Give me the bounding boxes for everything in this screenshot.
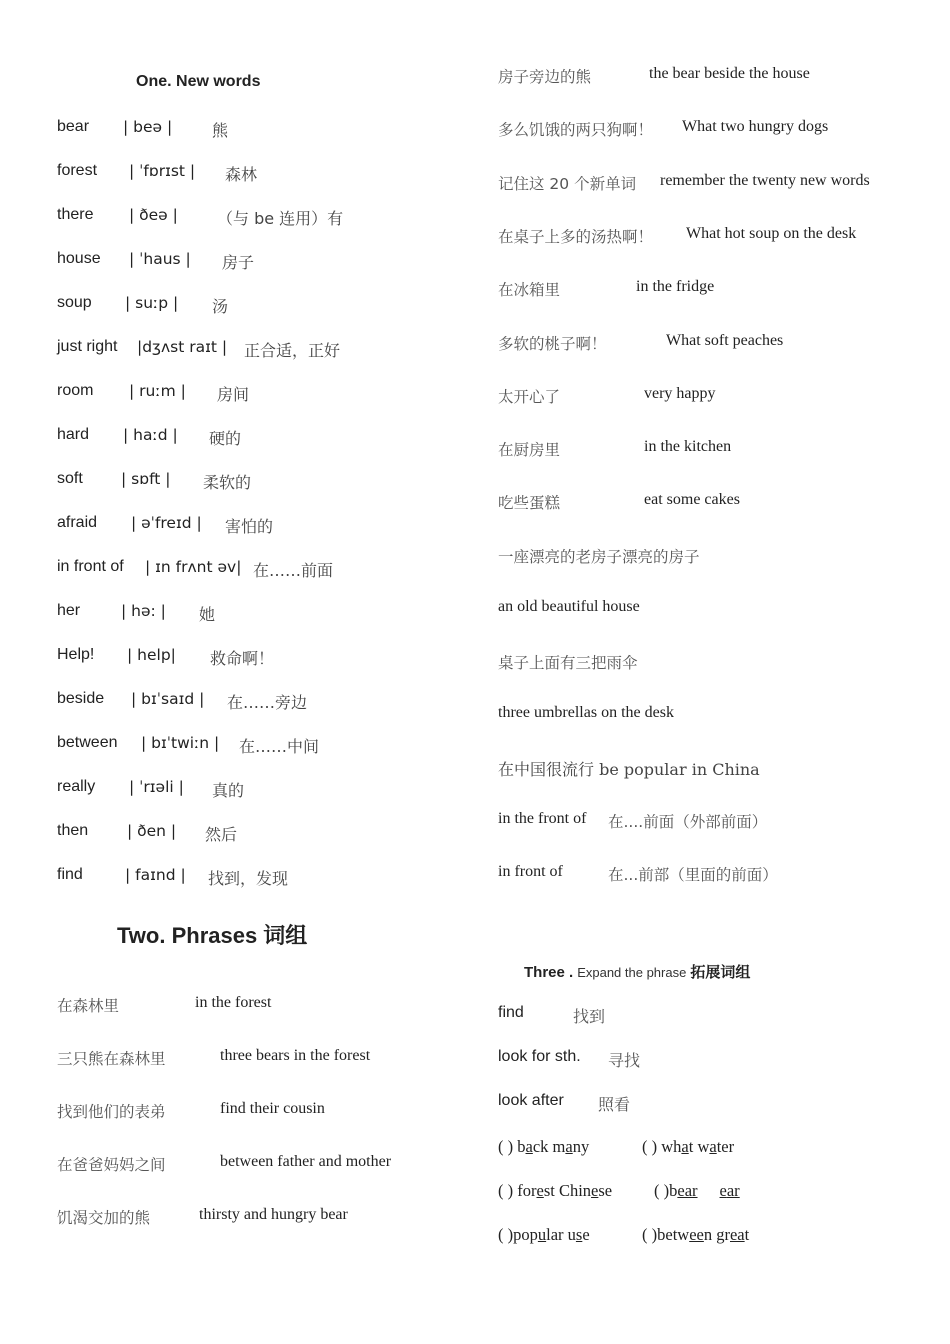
pron-text: se: [598, 1181, 613, 1200]
expand-item-en-2: look for sth.: [498, 1048, 581, 1065]
phrase-line-cn-umbrellas: 桌子上面有三把雨伞: [498, 654, 638, 672]
word-phonetic: | suːp |: [125, 294, 179, 312]
word-english: hard: [57, 426, 90, 443]
word-chinese: 熊: [212, 121, 229, 140]
word-english: house: [57, 250, 101, 267]
word-phonetic: | faɪnd |: [125, 866, 186, 884]
pron-text: lar u: [546, 1225, 576, 1244]
pron-underline: a: [565, 1137, 573, 1156]
word-english: soft: [57, 470, 83, 487]
word-english: really: [57, 778, 96, 795]
section-three-title-bold: Three .: [524, 964, 574, 981]
pron-underline: ear: [677, 1181, 698, 1200]
pron-text: ck m: [532, 1137, 566, 1156]
pron-row-3: [498, 1225, 590, 1245]
word-english: then: [57, 822, 89, 839]
pron-text: t w: [688, 1137, 710, 1156]
pron-underline: e: [591, 1181, 599, 1200]
phrase-chinese: 找到他们的表弟: [57, 1103, 166, 1121]
word-phonetic: | beə |: [123, 118, 173, 136]
pron-text: ( )pop: [498, 1225, 538, 1244]
phrase-chinese: 记住这 20 个新单词: [498, 174, 637, 193]
word-chinese: 在……中间: [239, 737, 320, 756]
word-english: room: [57, 382, 94, 399]
word-phonetic: | ruːm |: [129, 382, 186, 400]
phrase-english: remember the twenty new words: [660, 171, 870, 189]
expand-item-en-1: find: [498, 1004, 524, 1021]
word-english: her: [57, 602, 81, 619]
pron-row-1b: [642, 1137, 734, 1157]
phrase-english: find their cousin: [220, 1100, 325, 1117]
pron-underline: a: [709, 1137, 717, 1156]
phrase-english: the bear beside the house: [649, 65, 810, 82]
phrase-chinese: 饥渴交加的熊: [57, 1209, 151, 1227]
phrase-english: in the fridge: [636, 278, 715, 296]
phrase-chinese: 吃些蛋糕: [498, 494, 561, 513]
word-chinese: 森林: [225, 165, 258, 184]
phrase-line-en-house: an old beautiful house: [498, 598, 640, 615]
word-english: afraid: [57, 514, 98, 531]
word-phonetic: | əˈfreɪd |: [131, 514, 202, 532]
phrase-chinese: 在厨房里: [498, 441, 561, 460]
word-chinese: 硬的: [209, 429, 242, 448]
phrase-line-cn-house: 一座漂亮的老房子漂亮的房子: [498, 548, 700, 566]
word-chinese: （与 be 连用）有: [217, 209, 344, 228]
phrase-chinese: 多软的桃子啊！: [498, 334, 607, 353]
phrase-chinese: 多么饥饿的两只狗啊！: [498, 121, 654, 140]
word-chinese: 汤: [212, 297, 229, 316]
word-chinese: 在……前面: [253, 561, 334, 580]
pron-underline: s: [575, 1225, 583, 1244]
front-note-en-1: in the front of: [498, 810, 587, 827]
phrase-english: very happy: [644, 384, 716, 402]
pron-text: t: [744, 1225, 750, 1244]
pron-row-2b: [654, 1181, 740, 1201]
pron-underline: e: [536, 1181, 544, 1200]
word-phonetic: | ðeə |: [129, 206, 178, 224]
pron-text: ny: [572, 1137, 590, 1156]
section-three-title-mid: Expand the phrase: [577, 965, 687, 980]
pron-underline: e: [719, 1181, 727, 1200]
pron-underline: a: [525, 1137, 533, 1156]
expand-item-en-3: look after: [498, 1092, 564, 1109]
word-phonetic: | ˈrɪəli |: [129, 778, 184, 796]
pron-row-3b: [642, 1225, 749, 1245]
word-chinese: 柔软的: [203, 473, 252, 492]
phrase-english: What two hungry dogs: [682, 118, 829, 136]
word-chinese: 救命啊！: [210, 649, 275, 668]
phrase-english: in the forest: [195, 994, 272, 1011]
pron-text: ( ) for: [498, 1181, 537, 1200]
phrase-line-popular: 在中国很流行 be popular in China: [498, 760, 760, 779]
word-english: bear: [57, 118, 90, 135]
phrase-chinese: 在森林里: [57, 997, 120, 1015]
word-english: beside: [57, 690, 105, 707]
word-phonetic: | ðen |: [127, 822, 177, 840]
pron-underline: ar: [726, 1181, 740, 1200]
phrase-english: between father and mother: [220, 1153, 392, 1170]
word-english: in front of: [57, 558, 124, 575]
pron-text: n gr: [703, 1225, 730, 1244]
pron-text: ( )betw: [642, 1225, 690, 1244]
phrase-line-en-umbrellas: three umbrellas on the desk: [498, 704, 674, 721]
pron-underline: ea: [729, 1225, 745, 1244]
word-phonetic: | sɒft |: [121, 470, 171, 488]
pron-row-1: [498, 1137, 589, 1157]
phrase-english: in the kitchen: [644, 438, 732, 456]
phrase-chinese: 在爸爸妈妈之间: [57, 1156, 166, 1174]
pron-underline: u: [537, 1225, 547, 1244]
word-phonetic: | help|: [127, 646, 176, 664]
word-chinese: 害怕的: [225, 517, 274, 536]
word-phonetic: | haːd |: [123, 426, 178, 444]
pron-underline: ee: [689, 1225, 704, 1244]
expand-item-cn-2: 寻找: [608, 1051, 641, 1070]
word-chinese: 在……旁边: [227, 693, 308, 712]
word-phonetic: | ˈfɒrɪst |: [129, 162, 196, 180]
word-phonetic: | hə: |: [121, 602, 166, 620]
word-phonetic: | bɪˈsaɪd |: [131, 690, 205, 708]
word-chinese: 真的: [212, 781, 245, 800]
pron-text: ( )b: [654, 1181, 678, 1200]
section-three-title: [524, 961, 750, 982]
word-phonetic: | ɪn frʌnt əv|: [145, 558, 242, 576]
phrase-chinese: 太开心了: [498, 387, 561, 406]
phrase-english: What hot soup on the desk: [686, 224, 857, 242]
phrase-english: three bears in the forest: [220, 1047, 371, 1064]
phrase-english: What soft peaches: [666, 331, 784, 349]
phrase-english: thirsty and hungry bear: [199, 1206, 348, 1223]
expand-item-cn-3: 照看: [598, 1095, 631, 1114]
word-english: find: [57, 866, 83, 883]
word-english: soup: [57, 294, 92, 311]
word-english: there: [57, 206, 94, 223]
word-english: Help!: [57, 646, 95, 663]
word-chinese: 她: [199, 605, 216, 624]
word-english: just right: [57, 338, 118, 355]
phrase-chinese: 房子旁边的熊: [498, 68, 592, 86]
phrase-chinese: 三只熊在森林里: [57, 1050, 166, 1068]
word-english: between: [57, 734, 118, 751]
word-chinese: 正合适，正好: [244, 341, 341, 360]
pron-text: ( ) b: [498, 1137, 526, 1156]
phrase-chinese: 在冰箱里: [498, 281, 561, 300]
word-phonetic: |dʒʌst raɪt |: [137, 338, 228, 356]
word-chinese: 找到，发现: [208, 869, 289, 888]
front-note-en-2: in front of: [498, 863, 563, 880]
word-chinese: 然后: [205, 825, 238, 844]
section-two-title: Two. Phrases 词组: [117, 923, 308, 948]
word-chinese: 房子: [222, 253, 255, 272]
pron-row-2: [498, 1181, 612, 1201]
front-note-cn-1: 在....前面（外部前面）: [608, 813, 768, 831]
section-three-title-cn: 拓展词组: [690, 963, 751, 981]
pron-text: st Chin: [543, 1181, 592, 1200]
word-phonetic: | ˈhaus |: [129, 250, 191, 268]
phrase-chinese: 在桌子上多的汤热啊！: [498, 227, 654, 246]
word-chinese: 房间: [217, 385, 250, 404]
section-one-title: One. New words: [136, 73, 261, 90]
word-english: forest: [57, 162, 98, 179]
word-phonetic: | bɪˈtwiːn |: [141, 734, 220, 752]
pron-text: ter: [716, 1137, 735, 1156]
expand-item-cn-1: 找到: [573, 1007, 606, 1026]
pron-text: e: [582, 1225, 590, 1244]
front-note-cn-2: 在...前部（里面的前面）: [608, 866, 778, 884]
pron-text: ( ) wh: [642, 1137, 682, 1156]
pron-underline: a: [681, 1137, 689, 1156]
phrase-english: eat some cakes: [644, 491, 740, 509]
